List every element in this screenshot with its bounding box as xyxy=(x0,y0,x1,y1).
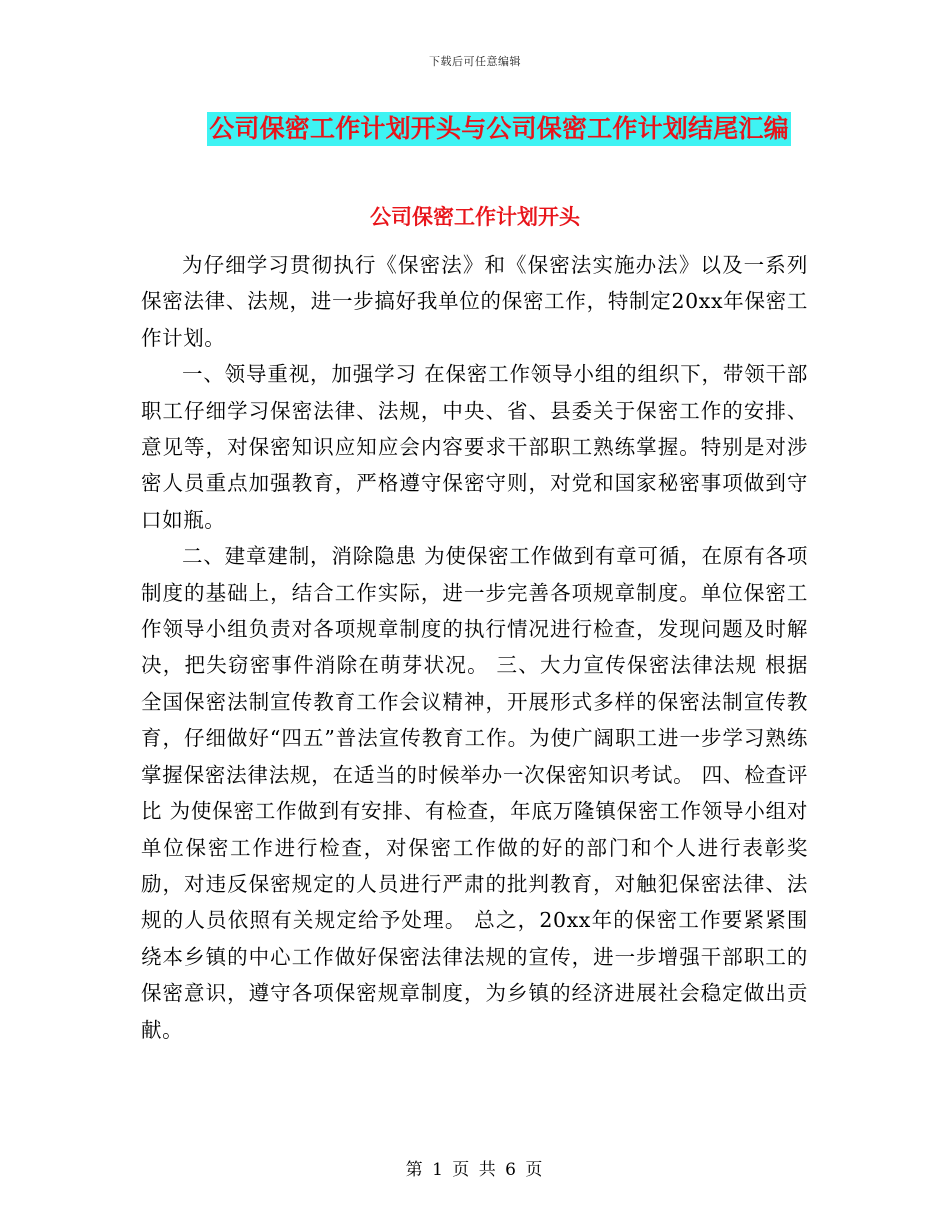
main-title-container xyxy=(0,112,950,146)
document-body xyxy=(141,247,808,1048)
download-note: 下载后可任意编辑 xyxy=(429,55,521,68)
main-title: 公司保密工作计划开头与公司保密工作计划结尾汇编 xyxy=(207,112,791,146)
paragraph-leadership: 一、领导重视，加强学习 在保密工作领导小组的组织下，带领干部职工仔细学习保密法律、法规，中央、省、县委关于保密工作的安排、意见等，对保密知识应知应会内容要求干部职工熟练掌握。特别是对涉密人员重点加强教育，严格遵守保密守则，对党和国家秘密事项做到守口如瓶。 xyxy=(141,362,808,532)
page-number: 第 1 页 共 6 页 xyxy=(405,1160,545,1180)
section-title: 公司保密工作计划开头 xyxy=(370,205,580,229)
paragraph-regulations: 二、建章建制，消除隐患 为使保密工作做到有章可循，在原有各项制度的基础上，结合工作实际，进一步完善各项规章制度。单位保密工作领导小组负责对各项规章制度的执行情况进行检查，发现问题及时解决，把失窃密事件消除在萌芽状况。 三、大力宣传保密法律法规 根据全国保密法制宣传教育工作会议精神，开展形式多样的保密法制宣传教育，仔细做好“四五”普法宣传教育工作。为使广阔职工进一步学习熟练掌握保密法律法规，在适当的时候举办一次保密知识考试。 四、检查评比 为使保密工作做到有安排、有检查，年底万隆镇保密工作领导小组对单位保密工作进行检查，对保密工作做的好的部门和个人进行表彰奖励，对违反保密规定的人员进行严肃的批判教育，对触犯保密法律、法规的人员依照有关规定给予处理。 总之，20xx年的保密工作要紧紧围绕本乡镇的中心工作做好保密法律法规的宣传，进一步增强干部职工的保密意识，遵守各项保密规章制度，为乡镇的经济进展社会稳定做出贡献。 xyxy=(141,544,808,1042)
paragraph-intro: 为仔细学习贯彻执行《保密法》和《保密法实施办法》以及一系列保密法律、法规，进一步搞好我单位的保密工作，特制定20xx年保密工作计划。 xyxy=(141,253,808,350)
